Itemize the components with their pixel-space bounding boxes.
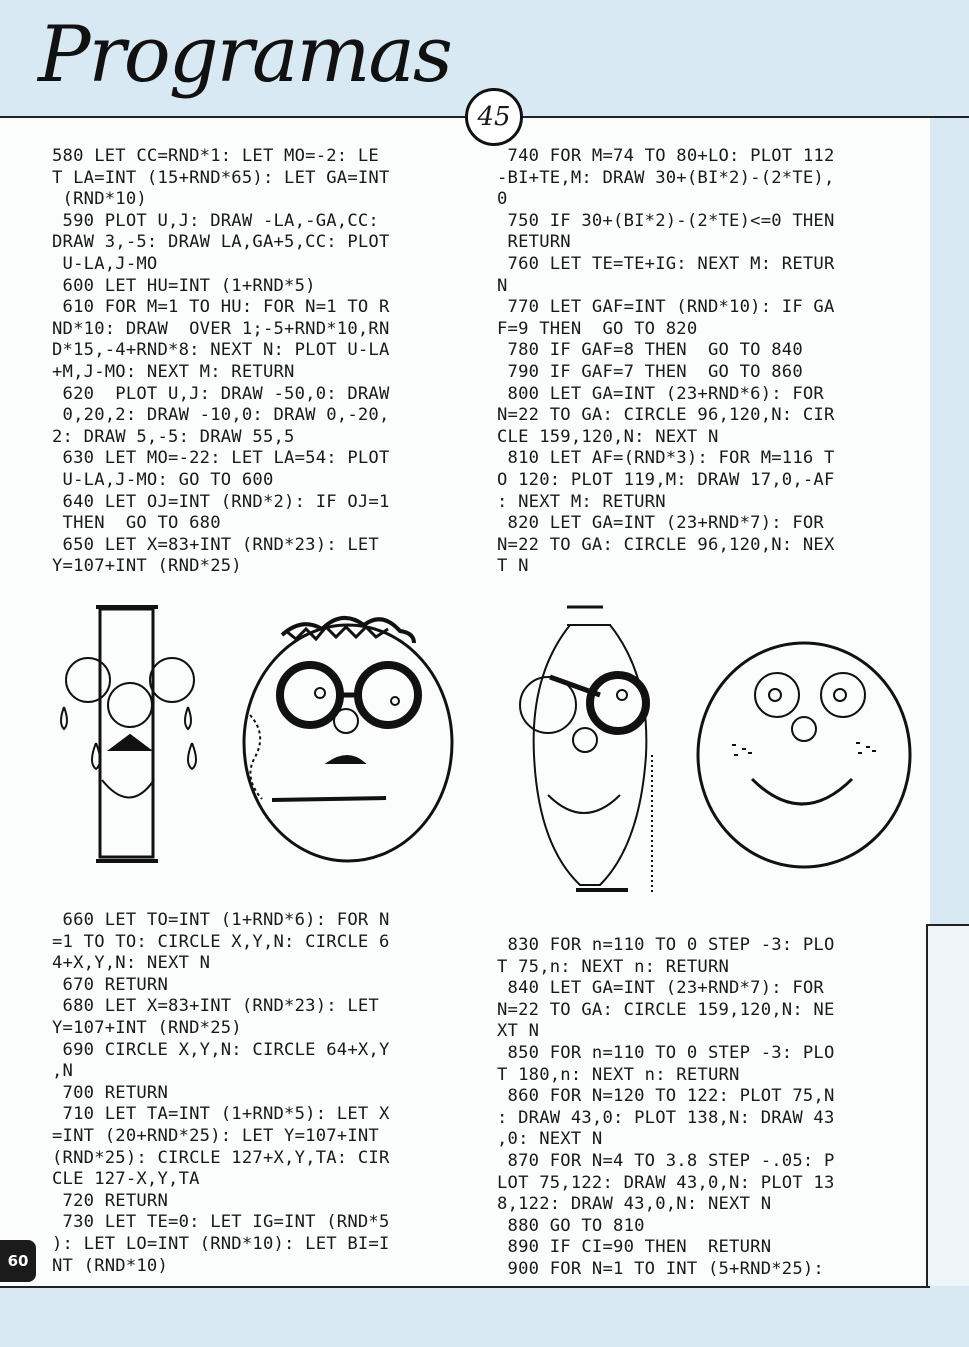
half-glasses-face-figure [520,607,652,895]
page-number: 60 [0,1240,36,1282]
tall-face-figure [61,607,196,861]
right-margin-frame [926,924,969,1294]
glasses-face-figure [244,618,452,861]
footer-rule [0,1286,930,1288]
code-listing-top-right: 740 FOR M=74 TO 80+LO: PLOT 112 -BI+TE,M: DRAW 30+(BI*2)-(2*TE), 0 750 IF 30+(BI*2)-(2*TE)<=0 THEN RETURN 760 LET TE=TE+IG: NEXT M: RETUR N 770 LET GAF=INT (RND*10): IF GA F=9 THEN GO TO 820 780 IF GAF=8 THEN GO TO 840 790 IF GAF=7 THEN GO TO 860 800 LET GA=INT (23+RND*6): FOR N=22 TO GA: CIRCLE 96,120,N: CIR CLE 159,120,N: NEXT N 810 LET AF=(RND*3): FOR M=116 T O 120: PLOT 119,M: DRAW 17,0,-AF : NEXT M: RETURN 820 LET GA=INT (23+RND*7): FOR N=22 TO GA: CIRCLE 96,120,N: NEX T N [497,146,835,577]
right-edge [930,118,969,928]
page-title: Programas [38,10,451,100]
smiling-face-figure [698,643,910,867]
footer-band [0,1286,969,1347]
issue-number: 45 [477,102,511,132]
code-listing-top-left: 580 LET CC=RND*1: LET MO=-2: LE T LA=INT (15+RND*65): LET GA=INT (RND*10) 590 PLOT U,J: DRAW -LA,-GA,CC: DRAW 3,-5: DRAW LA,GA+5,CC: PLOT U-LA,J-MO 600 LET HU=INT (1+RND*5) 610 FOR M=1 TO HU: FOR N=1 TO R ND*10: DRAW OVER 1;-5+RND*10,RN D*15,-4+RND*8: NEXT N: PLOT U-LA +M,J-MO: NEXT M: RETURN 620 PLOT U,J: DRAW -50,0: DRAW 0,20,2: DRAW -10,0: DRAW 0,-20, 2: DRAW 5,-5: DRAW 55,5 630 LET MO=-22: LET LA=54: PLOT U-LA,J-MO: GO TO 600 640 LET OJ=INT (RND*2): IF OJ=1 THEN GO TO 680 650 LET X=83+INT (RND*23): LET Y=107+INT (RND*25) [52,146,390,577]
code-listing-bottom-right: 830 FOR n=110 TO 0 STEP -3: PLO T 75,n: NEXT n: RETURN 840 LET GA=INT (23+RND*7): FOR N=22 TO GA: CIRCLE 159,120,N: NE XT N 850 FOR n=110 TO 0 STEP -3: PLO T 180,n: NEXT n: RETURN 860 FOR N=120 TO 122: PLOT 75,N : DRAW 43,0: PLOT 138,N: DRAW 43 ,0: NEXT N 870 FOR N=4 TO 3.8 STEP -.05: P LOT 75,122: DRAW 43,0,N: PLOT 13 8,122: DRAW 43,0,N: NEXT N 880 GO TO 810 890 IF CI=90 THEN RETURN 900 FOR N=1 TO INT (5+RND*25): [497,935,835,1279]
issue-badge [465,88,523,146]
code-listing-bottom-left: 660 LET TO=INT (1+RND*6): FOR N =1 TO TO: CIRCLE X,Y,N: CIRCLE 6 4+X,Y,N: NEXT N 670 RETURN 680 LET X=83+INT (RND*23): LET Y=107+INT (RND*25) 690 CIRCLE X,Y,N: CIRCLE 64+X,Y ,N 700 RETURN 710 LET TA=INT (1+RND*5): LET X =INT (20+RND*25): LET Y=107+INT (RND*25): CIRCLE 127+X,Y,TA: CIR CLE 127-X,Y,TA 720 RETURN 730 LET TE=0: LET IG=INT (RND*5 ): LET LO=INT (RND*10): LET BI=I NT (RND*10) [52,910,390,1276]
face-drawings [40,595,930,905]
